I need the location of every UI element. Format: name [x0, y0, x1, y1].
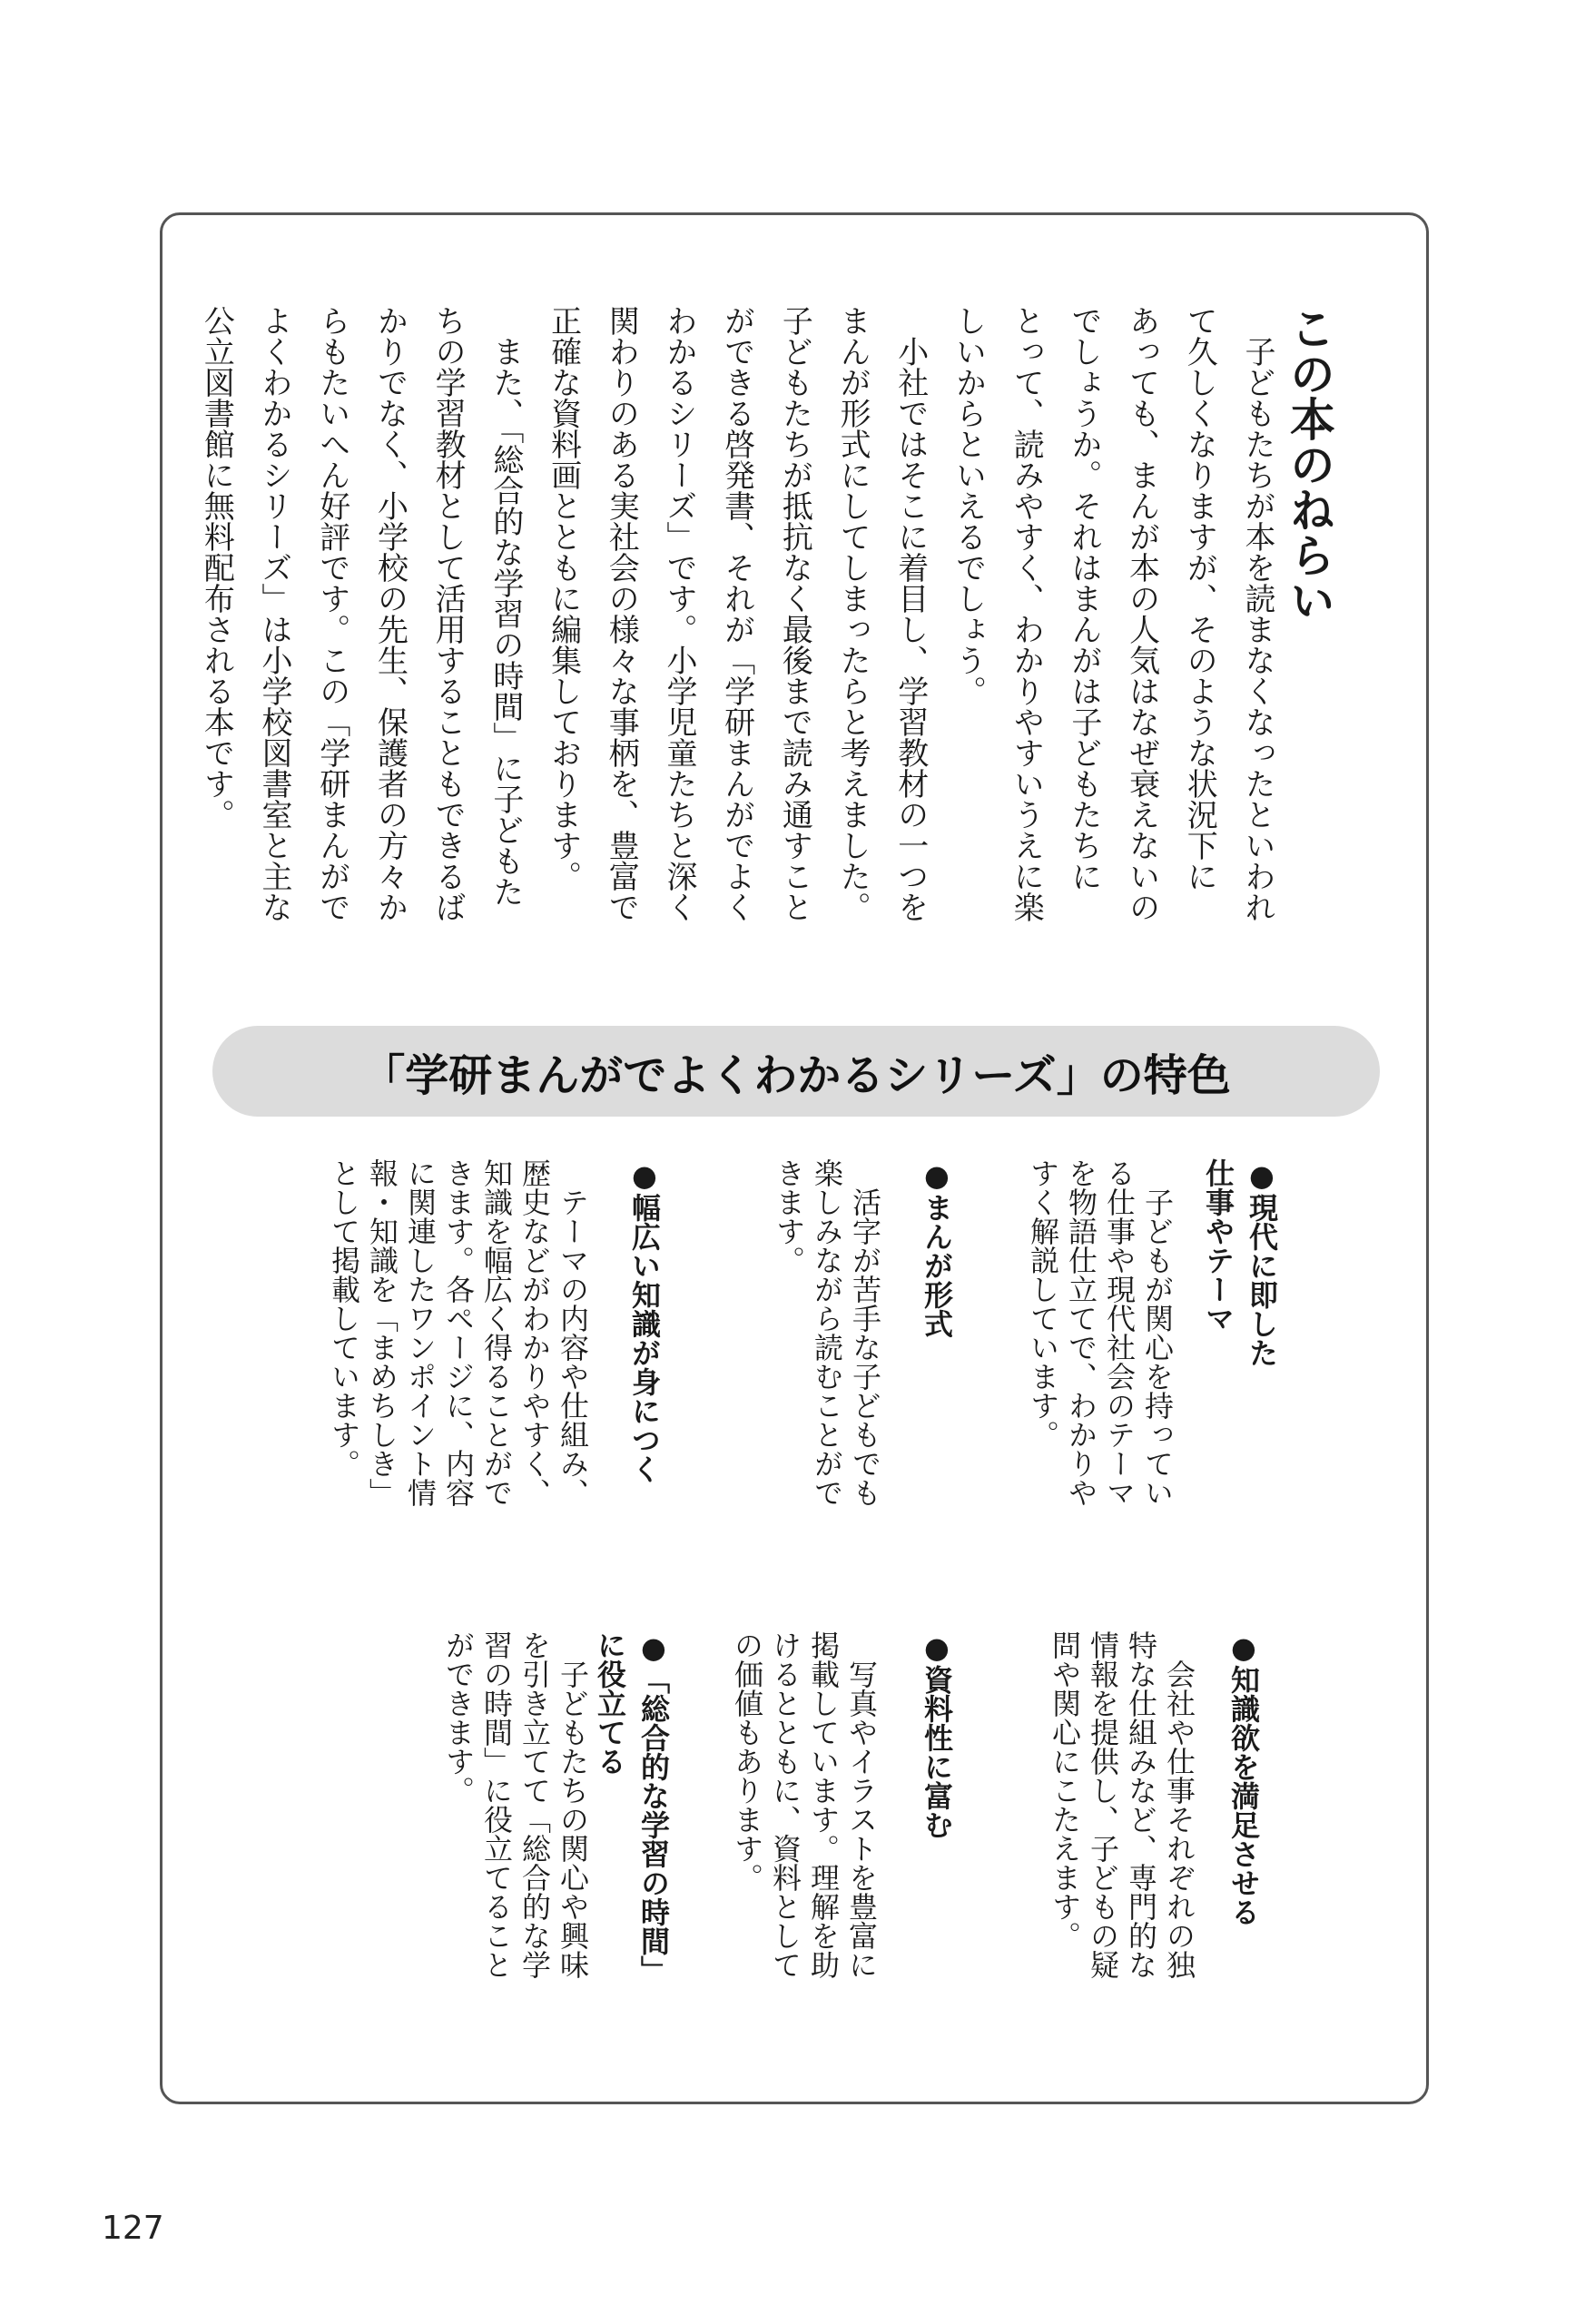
- feature-heading-broad-knowledge: ●幅広い知識が身につく: [627, 1158, 662, 1483]
- aim-body: 子どもたちが本を読まなくなったといわれ て久しくなりますが、そのような状況下に あっても、まんが本の人気はなぜ衰えないの でしょうか。それはまんがは子どもたちに とって、読みやすく、わかりやすいうえに楽 しいからといえるでしょう。 小社ではそこに着目し、学習教材の一つを まんが形式にしてしまったらと考えました。 子どもたちが抵抗なく最後まで読み通すこと ができる啓発書、それが「学研まんがでよく わかるシリーズ」です。小学児童たちと深く 関わりのある実社会の様々な事柄を、豊富で 正確な資料画とともに編集しております。 また、「総合的な学習の時間」に子どもた ちの学習教材として活用することもできるば かりでなく、小学校の先生、保護者の方々か らもたいへん好評です。この「学研まんがで よくわかるシリーズ」は小学校図書室と主な 公立図書館に無料配布される本です。: [198, 305, 1275, 922]
- features-banner: [212, 1026, 1380, 1117]
- page-number: 127: [102, 2210, 164, 2247]
- feature-body-reference-value: 写真やイラストを豊富に 掲載しています。理解を助 けるとともに、資料として の価値もあります。: [730, 1630, 879, 1979]
- features-banner-title: 「学研まんがでよくわかるシリーズ」の特色: [361, 1049, 1231, 1101]
- feature-heading-current-jobs: ●現代に即した 仕事やテーマ: [1201, 1158, 1279, 1367]
- aim-title: この本のねらい: [1283, 305, 1335, 623]
- feature-body-current-jobs: 子どもが関心を持ってい る仕事や現代社会のテーマ を物語仕立てで、わかりや すく解説しています。: [1026, 1158, 1175, 1507]
- feature-body-manga-format: 活字が苦手な子どもでも 楽しみながら読むことがで きます。: [772, 1158, 882, 1507]
- feature-heading-curiosity: ●知識欲を満足させる: [1226, 1630, 1261, 1926]
- feature-heading-reference-value: ●資料性に富む: [920, 1630, 954, 1839]
- feature-heading-manga-format: ●まんが形式: [920, 1158, 954, 1338]
- feature-heading-integrated-study: ●「総合的な学習の時間」 に役立てる: [593, 1630, 671, 1984]
- feature-body-integrated-study: 子どもたちの関心や興味 を引き立てて「総合的な学 習の時間」に役立てること ができます。: [441, 1630, 590, 1979]
- feature-body-broad-knowledge: テーマの内容や仕組み、 歴史などがわかりやすく、 知識を幅広く得ることがで きます。各ページに、内容 に関連したワンポイント情 報・知識を「まめちしき」 として掲載しています。: [327, 1158, 590, 1507]
- feature-body-curiosity: 会社や仕事それぞれの独 特な仕組みなど、専門的な 情報を提供し、子どもの疑 問や関心にこたえます。: [1048, 1630, 1196, 1979]
